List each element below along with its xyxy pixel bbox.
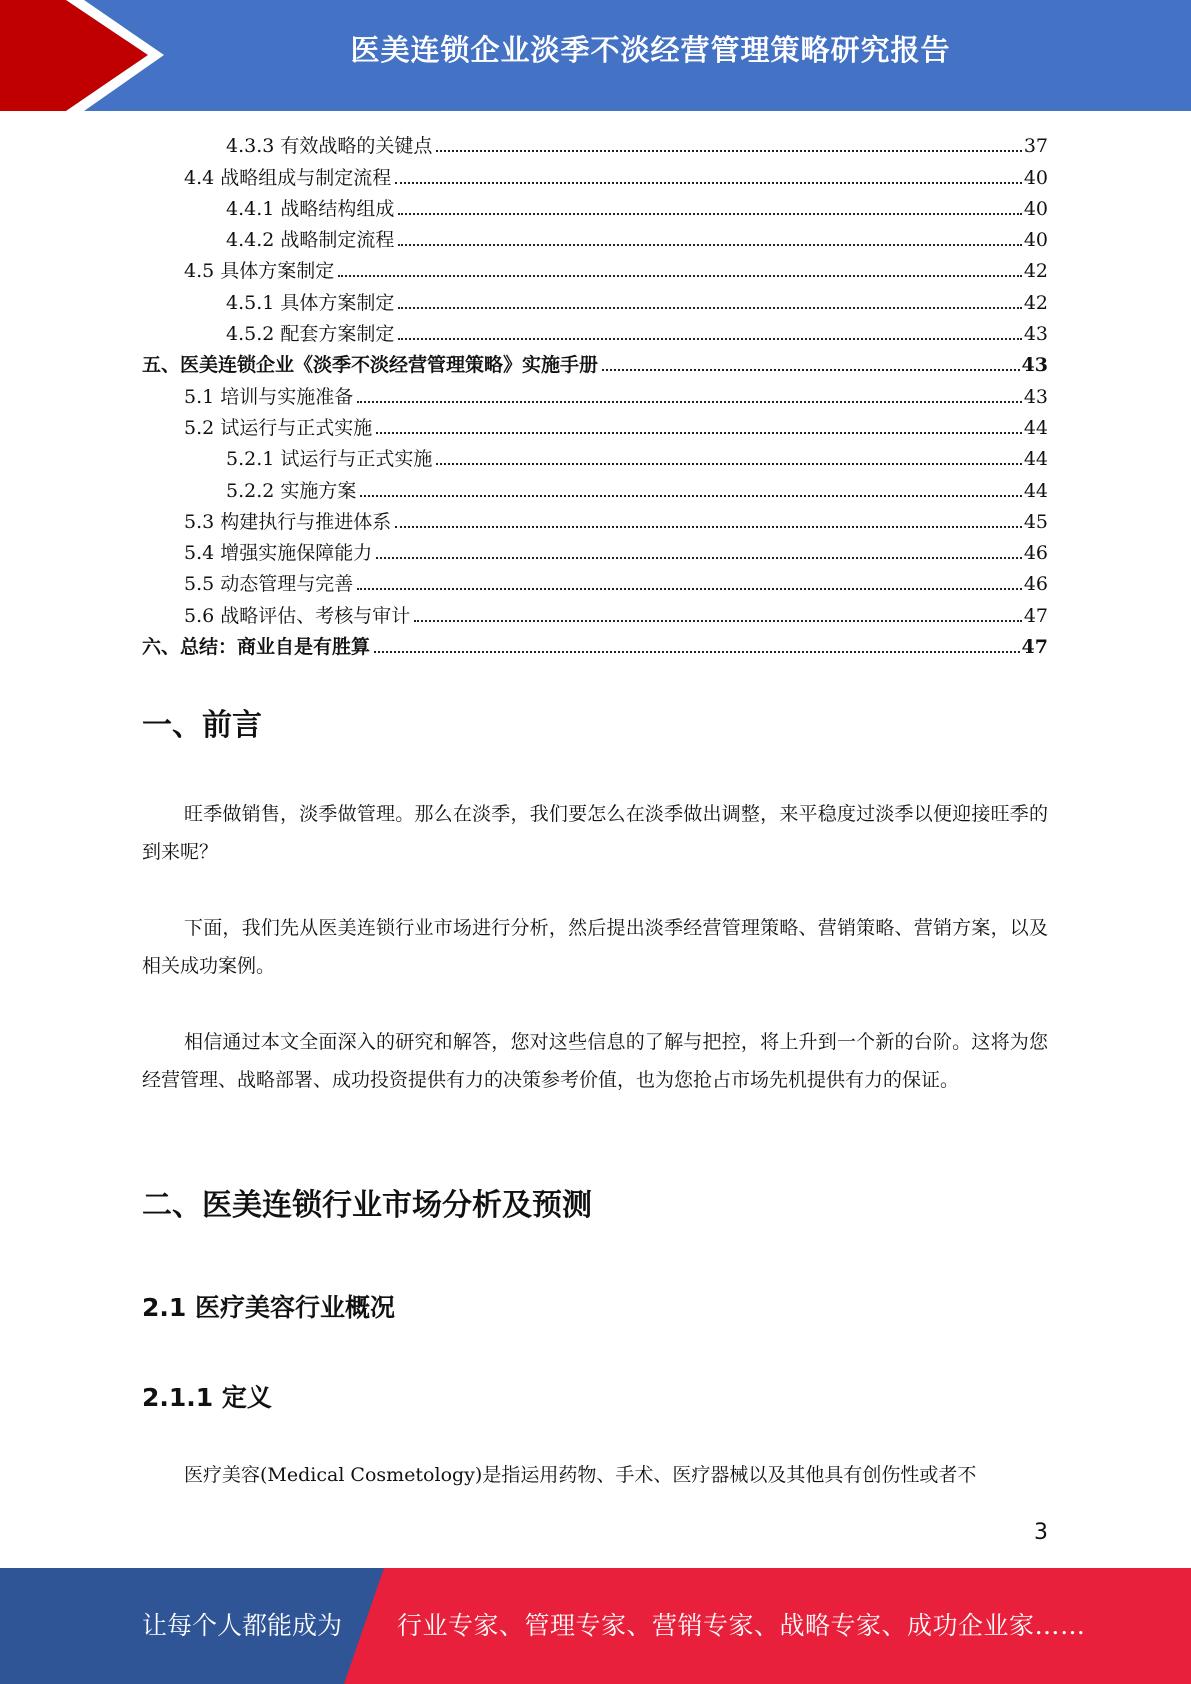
toc-entry-label: 5.2.2 实施方案 (226, 479, 357, 502)
toc-dot-leader (398, 244, 1021, 246)
toc-entry-label: 5.4 增强实施保障能力 (184, 542, 373, 565)
header-title: 医美连锁企业淡季不淡经营管理策略研究报告 (350, 33, 951, 67)
toc-entry-label: 5.1 培训与实施准备 (184, 385, 354, 408)
toc-entry-page-number: 44 (1023, 479, 1048, 502)
toc-entry-page-number: 43 (1023, 323, 1048, 346)
toc-entry-page-number: 44 (1023, 448, 1048, 471)
toc-entry[interactable] (142, 597, 1048, 628)
toc-entry-label: 4.4.2 战略制定流程 (226, 229, 395, 252)
toc-entry-label: 4.5.1 具体方案制定 (226, 291, 395, 314)
toc-entry-label: 5.2.1 试运行与正式实施 (226, 448, 433, 471)
subsection-heading-industry-overview: 2.1 医疗美容行业概况 (142, 1293, 395, 1322)
toc-dot-leader (398, 307, 1021, 309)
toc-entry-page-number: 43 (1021, 354, 1048, 377)
toc-entry[interactable] (142, 253, 1048, 284)
toc-entry-label: 六、总结：商业自是有胜算 (142, 636, 371, 659)
toc-entry[interactable] (142, 347, 1048, 378)
toc-entry-page-number: 37 (1023, 135, 1048, 158)
toc-entry[interactable] (142, 535, 1048, 566)
preface-paragraph-3: 相信通过本文全面深入的研究和解答，您对这些信息的了解与把控，将上升到一个新的台阶。这将为您经营管理、战略部署、成功投资提供有力的决策参考价值，也为您抢占市场先机提供有力的保证。 (142, 1031, 1048, 1091)
toc-entry-page-number: 42 (1023, 260, 1048, 283)
toc-dot-leader (376, 432, 1022, 434)
toc-dot-leader (357, 588, 1022, 590)
toc-entry[interactable] (142, 316, 1048, 347)
toc-entry-page-number: 47 (1021, 636, 1048, 659)
footer-slogan-right: 行业专家、管理专家、营销专家、战略专家、成功企业家…… (397, 1611, 1086, 1640)
definition-paragraph: 医疗美容(Medical Cosmetology)是指运用药物、手术、医疗器械以及其他具有创伤性或者不 (184, 1464, 977, 1486)
toc-entry[interactable] (142, 128, 1048, 159)
subsection-heading-definition: 2.1.1 定义 (142, 1383, 272, 1412)
table-of-contents (142, 128, 1048, 660)
toc-entry-label: 5.6 战略评估、考核与审计 (184, 604, 411, 627)
toc-entry[interactable] (142, 222, 1048, 253)
toc-entry-label: 5.2 试运行与正式实施 (184, 416, 373, 439)
toc-entry-page-number: 40 (1023, 229, 1048, 252)
toc-entry-label: 4.4.1 战略结构组成 (226, 197, 395, 220)
toc-dot-leader (414, 620, 1022, 622)
toc-dot-leader (602, 369, 1020, 371)
toc-entry[interactable] (142, 284, 1048, 315)
toc-dot-leader (395, 526, 1022, 528)
toc-entry-page-number: 44 (1023, 416, 1048, 439)
page-header (0, 0, 1191, 111)
footer-slogan-left: 让每个人都能成为 (142, 1611, 343, 1640)
toc-entry-page-number: 46 (1023, 542, 1048, 565)
section-heading-market-analysis: 二、医美连锁行业市场分析及预测 (142, 1188, 592, 1223)
toc-dot-leader (436, 463, 1021, 465)
toc-dot-leader (357, 401, 1022, 403)
toc-entry-label: 5.5 动态管理与完善 (184, 573, 354, 596)
toc-entry-page-number: 47 (1023, 604, 1048, 627)
toc-dot-leader (360, 495, 1021, 497)
toc-dot-leader (374, 651, 1020, 653)
toc-entry-page-number: 46 (1023, 573, 1048, 596)
toc-entry-label: 五、医美连锁企业《淡季不淡经营管理策略》实施手册 (142, 354, 599, 377)
toc-entry-label: 4.5.2 配套方案制定 (226, 323, 395, 346)
page-number: 3 (1034, 1520, 1048, 1545)
preface-paragraph-2: 下面，我们先从医美连锁行业市场进行分析，然后提出淡季经营管理策略、营销策略、营销方案，以及相关成功案例。 (142, 917, 1048, 977)
preface-paragraph-1: 旺季做销售，淡季做管理。那么在淡季，我们要怎么在淡季做出调整，来平稳度过淡季以便迎接旺季的到来呢？ (142, 803, 1048, 863)
toc-entry[interactable] (142, 159, 1048, 190)
toc-dot-leader (338, 275, 1022, 277)
toc-entry[interactable] (142, 504, 1048, 535)
toc-entry-page-number: 45 (1023, 510, 1048, 533)
toc-entry[interactable] (142, 410, 1048, 441)
toc-entry-label: 4.5 具体方案制定 (184, 260, 335, 283)
toc-dot-leader (398, 213, 1021, 215)
toc-entry-page-number: 40 (1023, 197, 1048, 220)
toc-dot-leader (376, 557, 1022, 559)
toc-entry[interactable] (142, 441, 1048, 472)
toc-entry-page-number: 42 (1023, 291, 1048, 314)
toc-entry-label: 5.3 构建执行与推进体系 (184, 510, 392, 533)
toc-entry[interactable] (142, 629, 1048, 660)
toc-dot-leader (398, 338, 1021, 340)
toc-dot-leader (436, 150, 1021, 152)
toc-entry[interactable] (142, 378, 1048, 409)
toc-entry-page-number: 40 (1023, 166, 1048, 189)
toc-entry-page-number: 43 (1023, 385, 1048, 408)
section-heading-preface: 一、前言 (142, 708, 262, 743)
toc-entry[interactable] (142, 566, 1048, 597)
page-footer (0, 1568, 1191, 1684)
toc-entry[interactable] (142, 472, 1048, 503)
toc-entry-label: 4.3.3 有效战略的关键点 (226, 135, 433, 158)
toc-entry[interactable] (142, 191, 1048, 222)
toc-dot-leader (395, 182, 1022, 184)
toc-entry-label: 4.4 战略组成与制定流程 (184, 166, 392, 189)
